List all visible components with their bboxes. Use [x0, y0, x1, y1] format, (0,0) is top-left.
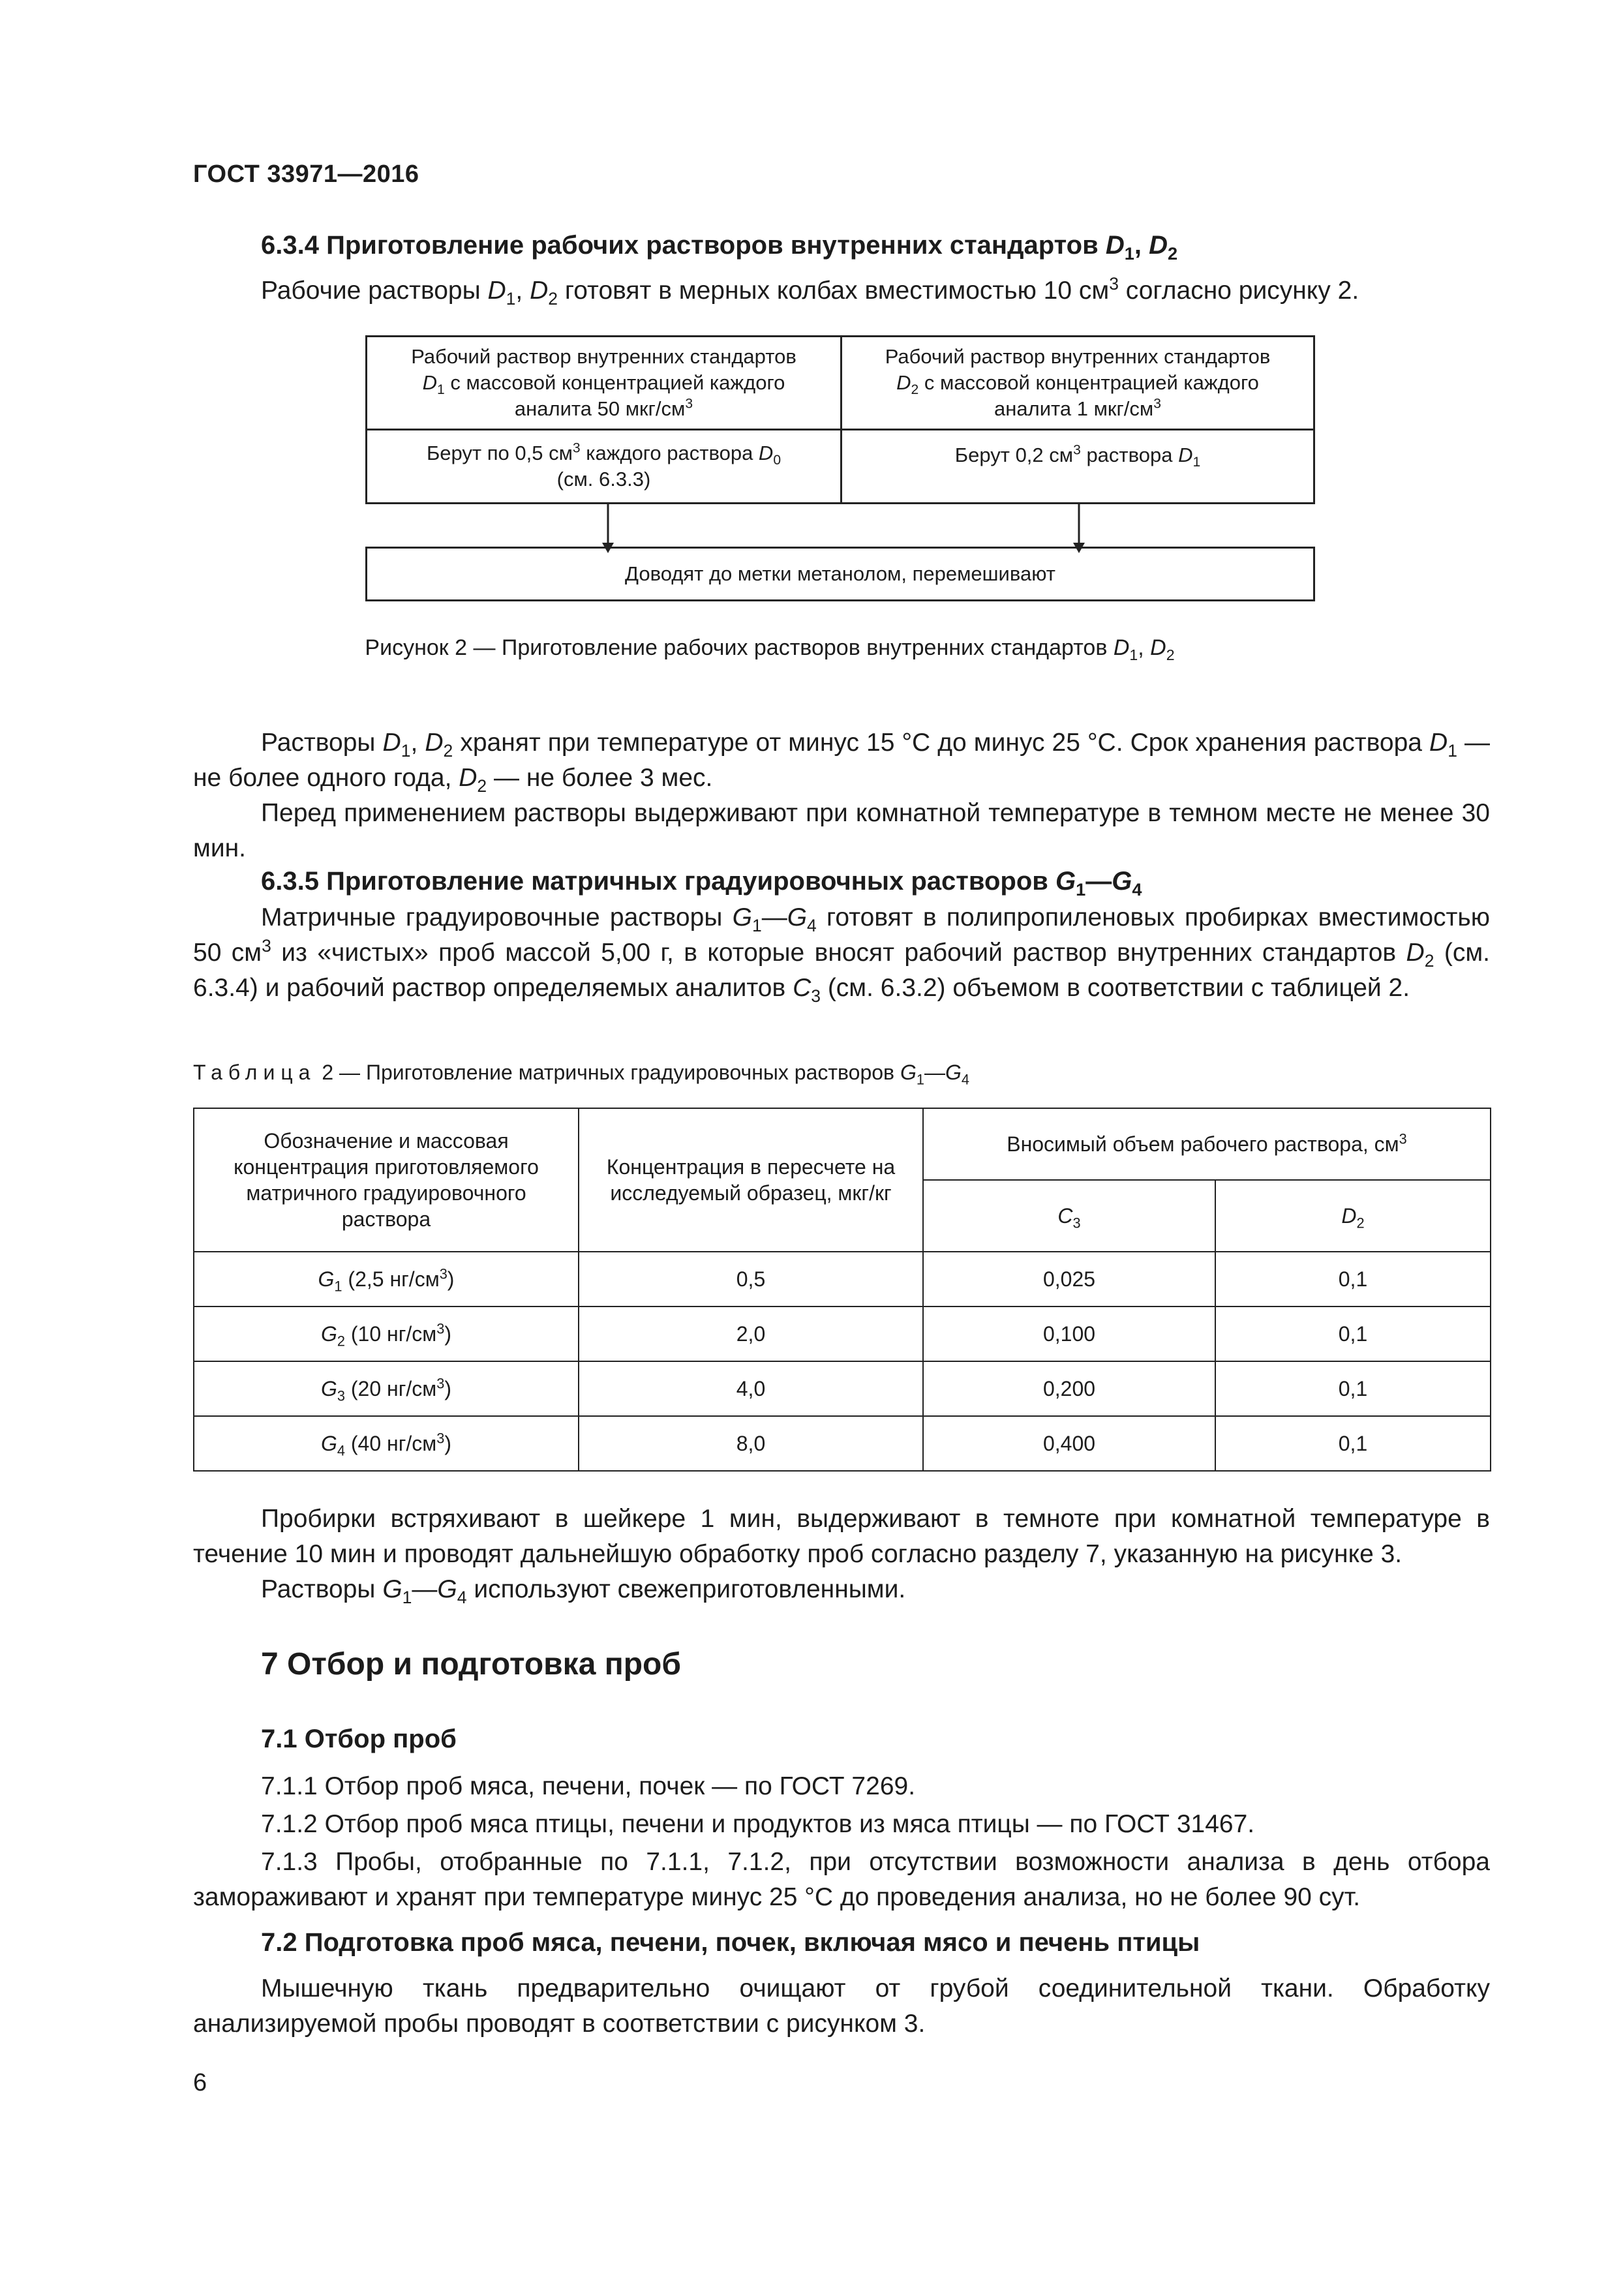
section-6-3-4-paragraph: Рабочие растворы $D_1$, $D_2$ готовят в мерных колбах вместимостью 10 $см^3$ согласно рисунку 2.	[261, 274, 1359, 309]
flow-box-d1-solution: Рабочий раствор внутренних стандартов $D_1$ с массовой концентрацией каждого аналита 50 мкг/$см^3$	[365, 335, 842, 430]
section-7-2-heading: 7.2 Подготовка проб мяса, печени, почек, включая мясо и печень птицы	[261, 1928, 1200, 1957]
section-7-1-heading: 7.1 Отбор проб	[261, 1725, 457, 1753]
section-6-3-4-heading: 6.3.4 Приготовление рабочих растворов внутренних стандартов $D_1$, $D_2$	[261, 231, 1178, 264]
section-7-2-paragraph: Мышечную ткань предварительно очищают от грубой соединительной ткани. Обработку анализируемой пробы проводят в соответствии с рисунком 3.	[193, 1974, 1490, 2038]
fresh-paragraph: Растворы $G_1—G_4$ используют свежеприготовленными.	[261, 1575, 906, 1607]
flow-box-take-d0: Берут по 0,5 $см^3$ каждого раствора $D_0$ (см. 6.3.3)	[365, 429, 842, 504]
table-row: $G_1$ (2,5 $нг/см^3$) 0,5 0,025 0,1	[194, 1252, 1491, 1307]
flow-box-d2-solution: Рабочий раствор внутренних стандартов $D_2$ с массовой концентрацией каждого аналита 1 мкг/$см^3$	[840, 335, 1315, 430]
table-2-caption: Таблица 2 — Приготовление матричных градуировочных растворов $G_1—G_4$	[193, 1061, 969, 1088]
table-header-c3: $C_3$	[923, 1180, 1215, 1252]
flow-box-take-d1: Берут 0,2 $см^3$ раствора $D_1$	[840, 429, 1315, 504]
table-header-concentration: Концентрация в пересчете на исследуемый образец, мкг/кг	[579, 1108, 923, 1252]
item-7-1-1: 7.1.1 Отбор проб мяса, печени, почек — по ГОСТ 7269.	[261, 1772, 916, 1800]
table-header-volume: Вносимый объем рабочего раствора, $см^3$	[923, 1108, 1491, 1180]
table-header-designation: Обозначение и массовая концентрация приготовляемого матричного градуировочного раствора	[194, 1108, 579, 1252]
before-use-paragraph: Перед применением растворы выдерживают при комнатной температуре в темном месте не менее 30 мин.	[193, 799, 1490, 862]
section-6-3-5-paragraph: Матричные градуировочные растворы $G_1—G_4$ готовят в полипропиленовых пробирках вместимостью 50 $см^3$ из «чистых» проб массой 5,00 г, в которые вносят рабочий раствор внутренних стандартов $D_2$ (см. 6.3.4) и рабочий раствор определяемых аналитов $C_3$ (см. 6.3.2) объемом в соответствии с таблицей 2.	[193, 903, 1490, 1006]
section-6-3-5-heading: 6.3.5 Приготовление матричных градуировочных растворов $G_1—G_4$	[261, 867, 1142, 899]
shake-paragraph: Пробирки встряхивают в шейкере 1 мин, выдерживают в темноте при комнатной температуре в течение 10 мин и проводят дальнейшую обработку проб согласно разделу 7, указанную на рисунке 3.	[193, 1505, 1490, 1568]
section-7-heading: 7 Отбор и подготовка проб	[261, 1647, 682, 1682]
flow-box-fill-mix: Доводят до метки метанолом, перемешивают	[365, 547, 1315, 601]
document-header: ГОСТ 33971—2016	[193, 160, 419, 188]
figure-2-caption: Рисунок 2 — Приготовление рабочих растворов внутренних стандартов $D_1$, $D_2$	[365, 635, 1175, 663]
table-row: $G_2$ (10 $нг/см^3$) 2,0 0,100 0,1	[194, 1307, 1491, 1361]
item-7-1-2: 7.1.2 Отбор проб мяса птицы, печени и продуктов из мяса птицы — по ГОСТ 31467.	[261, 1810, 1255, 1838]
storage-paragraph: Растворы $D_1$, $D_2$ хранят при температуре от минус 15 °С до минус 25 °С. Срок хранения раствора $D_1$ — не более одного года, $D_2$ — не более 3 мес.	[193, 729, 1490, 796]
table-header-d2: $D_2$	[1215, 1180, 1491, 1252]
figure-2-flow-diagram	[365, 335, 1315, 601]
item-7-1-3: 7.1.3 Пробы, отобранные по 7.1.1, 7.1.2, при отсутствии возможности анализа в день отбора замораживают и хранят при температуре минус 25 °С до проведения анализа, но не более 90 сут.	[193, 1848, 1490, 1911]
page-number: 6	[193, 2069, 207, 2096]
table-row: $G_4$ (40 $нг/см^3$) 8,0 0,400 0,1	[194, 1416, 1491, 1471]
table-2	[193, 1108, 1491, 1472]
table-row: $G_3$ (20 $нг/см^3$) 4,0 0,200 0,1	[194, 1361, 1491, 1416]
